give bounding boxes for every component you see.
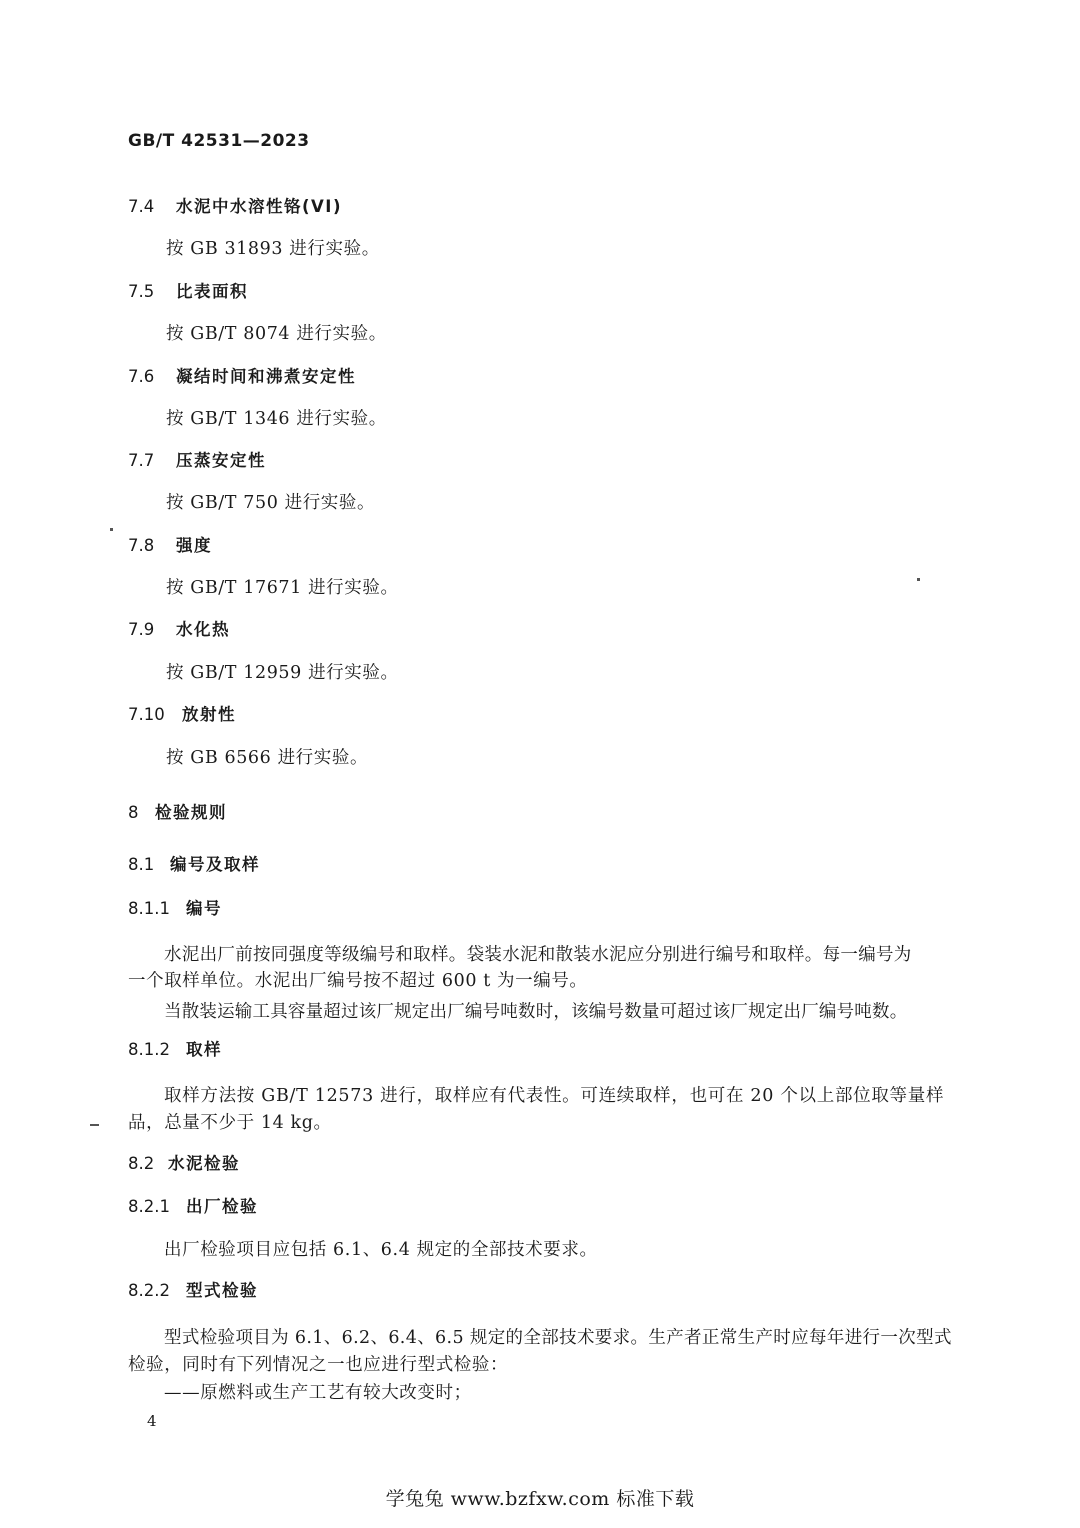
section-heading-8-2 bbox=[128, 1156, 240, 1173]
section-heading-7-6 bbox=[128, 369, 356, 386]
section-number: 8.2.2 bbox=[128, 1281, 170, 1300]
section-title: 型式检验 bbox=[186, 1281, 258, 1300]
section-number: 7.10 bbox=[128, 705, 165, 724]
section-number: 8.1.1 bbox=[128, 899, 170, 918]
section-title: 出厂检验 bbox=[186, 1197, 258, 1216]
section-body-7-8: 按 GB/T 17671 进行实验。 bbox=[166, 578, 399, 598]
paragraph-line: 检验，同时有下列情况之一也应进行型式检验： bbox=[128, 1355, 509, 1375]
section-number: 8.1 bbox=[128, 855, 155, 874]
section-title: 水泥中水溶性铬(VI) bbox=[176, 197, 342, 216]
section-heading-7-7 bbox=[128, 453, 266, 470]
section-number: 7.6 bbox=[128, 367, 155, 386]
section-heading-8-2-2 bbox=[128, 1283, 258, 1300]
paragraph-line: 水泥出厂前按同强度等级编号和取样。袋装水泥和散装水泥应分别进行编号和取样。每一编号为 bbox=[164, 945, 912, 965]
section-title: 编号 bbox=[186, 899, 222, 918]
section-heading-7-4 bbox=[128, 199, 342, 216]
section-title: 水泥检验 bbox=[168, 1154, 240, 1173]
section-number: 7.8 bbox=[128, 536, 155, 555]
section-body-7-7: 按 GB/T 750 进行实验。 bbox=[166, 493, 376, 513]
section-heading-7-10 bbox=[128, 707, 236, 724]
section-title: 比表面积 bbox=[176, 282, 248, 301]
section-body-7-5: 按 GB/T 8074 进行实验。 bbox=[166, 324, 387, 344]
section-body-7-6: 按 GB/T 1346 进行实验。 bbox=[166, 409, 387, 429]
section-number: 8.2.1 bbox=[128, 1197, 170, 1216]
section-body-7-4: 按 GB 31893 进行实验。 bbox=[166, 239, 380, 259]
section-heading-8-1-1 bbox=[128, 901, 222, 918]
scan-speck bbox=[110, 528, 113, 531]
section-number: 8.2 bbox=[128, 1154, 155, 1173]
section-heading-8-1 bbox=[128, 857, 260, 874]
section-title: 编号及取样 bbox=[170, 855, 260, 874]
section-title: 强度 bbox=[176, 536, 212, 555]
section-number: 7.5 bbox=[128, 282, 155, 301]
paragraph-line: 型式检验项目为 6.1、6.2、6.4、6.5 规定的全部技术要求。生产者正常生产时应每年进行一次型式 bbox=[164, 1328, 952, 1348]
list-item: ——原燃料或生产工艺有较大改变时； bbox=[164, 1383, 472, 1403]
chapter-number: 8 bbox=[128, 803, 139, 822]
section-heading-8-2-1 bbox=[128, 1199, 258, 1216]
standard-number: GB/T 42531—2023 bbox=[128, 131, 310, 151]
chapter-title: 检验规则 bbox=[155, 803, 227, 822]
section-body-7-10: 按 GB 6566 进行实验。 bbox=[166, 748, 369, 768]
scan-speck bbox=[917, 578, 920, 581]
section-heading-7-5 bbox=[128, 284, 248, 301]
chapter-heading-8 bbox=[128, 805, 227, 822]
section-title: 取样 bbox=[186, 1040, 222, 1059]
section-title: 水化热 bbox=[176, 620, 230, 639]
section-number: 7.4 bbox=[128, 197, 155, 216]
section-number: 8.1.2 bbox=[128, 1040, 170, 1059]
section-body-7-9: 按 GB/T 12959 进行实验。 bbox=[166, 663, 399, 683]
paragraph-line: 当散装运输工具容量超过该厂规定出厂编号吨数时，该编号数量可超过该厂规定出厂编号吨数。 bbox=[164, 1002, 908, 1022]
section-heading-7-8 bbox=[128, 538, 212, 555]
section-heading-8-1-2 bbox=[128, 1042, 222, 1059]
paragraph-line: 取样方法按 GB/T 12573 进行，取样应有代表性。可连续取样，也可在 20 个以上部位取等量样 bbox=[164, 1086, 945, 1106]
section-number: 7.9 bbox=[128, 620, 155, 639]
section-number: 7.7 bbox=[128, 451, 155, 470]
page-number: 4 bbox=[147, 1412, 157, 1430]
section-title: 放射性 bbox=[182, 705, 236, 724]
section-heading-7-9 bbox=[128, 622, 230, 639]
watermark-footer: 学兔兔 www.bzfxw.com 标准下载 bbox=[385, 1488, 695, 1510]
section-title: 凝结时间和沸煮安定性 bbox=[176, 367, 356, 386]
scan-dash bbox=[90, 1124, 99, 1126]
paragraph-line: 出厂检验项目应包括 6.1、6.4 规定的全部技术要求。 bbox=[164, 1240, 598, 1260]
section-title: 压蒸安定性 bbox=[176, 451, 266, 470]
paragraph-line: 品，总量不少于 14 kg。 bbox=[128, 1113, 332, 1133]
paragraph-line: 一个取样单位。水泥出厂编号按不超过 600 t 为一编号。 bbox=[128, 971, 588, 991]
